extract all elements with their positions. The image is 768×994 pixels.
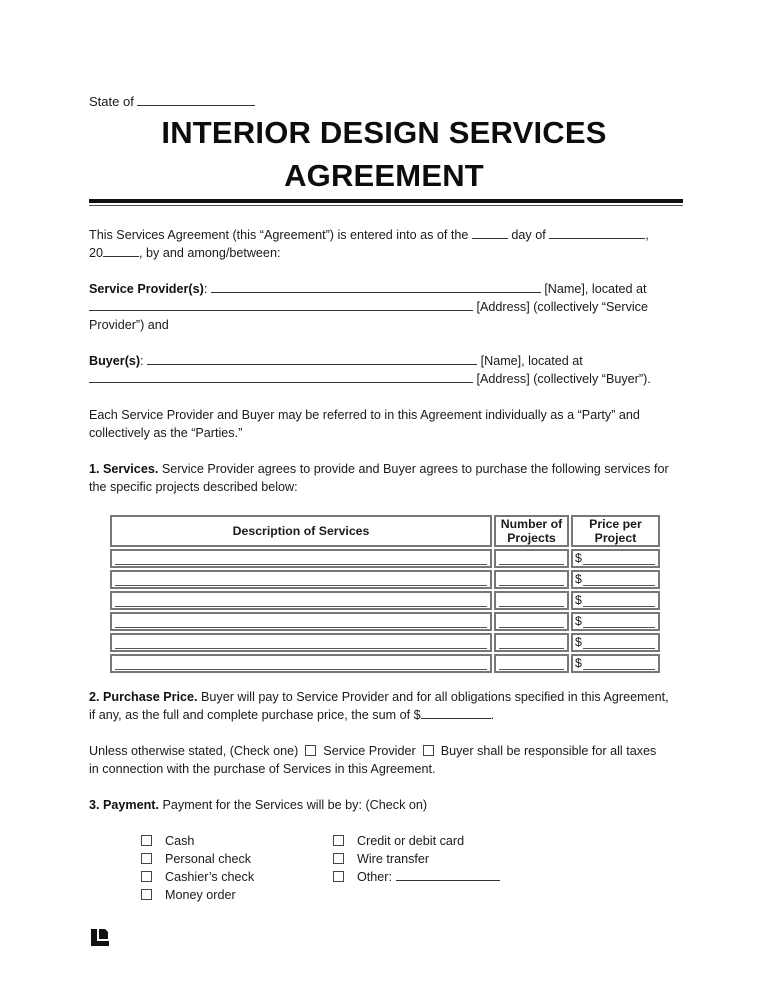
service-provider-name-field[interactable] (211, 291, 541, 293)
checkbox-icon (333, 835, 344, 846)
projects-field[interactable] (494, 654, 569, 673)
service-provider-address-field[interactable] (89, 309, 473, 311)
taxes-service-provider-checkbox[interactable] (305, 745, 316, 756)
section-3-heading: 3. Payment. (89, 798, 159, 812)
price-field[interactable]: $ (571, 633, 660, 652)
description-field[interactable] (110, 612, 492, 631)
buyer-address-field[interactable] (89, 381, 473, 383)
payment-option-money-order[interactable]: Money order (141, 886, 254, 904)
table-row (110, 654, 660, 673)
payment-option-personal-check[interactable]: Personal check (141, 850, 254, 868)
projects-field[interactable] (494, 612, 569, 631)
title-rule-thick (89, 199, 683, 203)
service-provider-label: Service Provider(s) (89, 282, 204, 296)
payment-option-other[interactable]: Other: (333, 868, 500, 886)
checkbox-icon (141, 853, 152, 864)
other-payment-field[interactable] (396, 879, 500, 881)
checkbox-icon (141, 889, 152, 900)
header-price-per-project: Price per Project (571, 515, 660, 547)
table-row (110, 570, 660, 589)
price-field[interactable]: $ (571, 570, 660, 589)
projects-field[interactable] (494, 633, 569, 652)
description-field[interactable] (110, 549, 492, 568)
document-title-line2: AGREEMENT (284, 158, 484, 193)
section-services: 1. Services. Service Provider agrees to provide and Buyer agrees to purchase the following services for the specific projects described below: (89, 462, 669, 494)
services-table (108, 513, 662, 675)
projects-field[interactable] (494, 570, 569, 589)
document-title: INTERIOR DESIGN SERVICES (161, 115, 607, 150)
table-row (110, 549, 660, 568)
payment-options-right (333, 832, 500, 886)
payment-option-credit-card[interactable]: Credit or debit card (333, 832, 500, 850)
month-field[interactable] (549, 237, 645, 239)
parties-paragraph: Each Service Provider and Buyer may be referred to in this Agreement individually as a “Party” and collectively as the “Parties.” (89, 408, 640, 440)
section-2-heading: 2. Purchase Price. (89, 690, 198, 704)
section-1-heading: 1. Services. (89, 462, 159, 476)
year-field[interactable] (103, 255, 139, 257)
payment-option-cashiers-check[interactable]: Cashier’s check (141, 868, 254, 886)
table-header-row (110, 515, 660, 547)
state-field[interactable] (137, 104, 255, 106)
buyer-block: Buyer(s): [Name], located at [Address] (collectively “Buyer”). (89, 354, 651, 386)
purchase-price-field[interactable] (421, 717, 491, 719)
checkbox-icon (333, 853, 344, 864)
description-field[interactable] (110, 591, 492, 610)
payment-options-left (141, 832, 254, 904)
description-field[interactable] (110, 570, 492, 589)
projects-field[interactable] (494, 549, 569, 568)
payment-option-cash[interactable]: Cash (141, 832, 254, 850)
projects-field[interactable] (494, 591, 569, 610)
table-row (110, 591, 660, 610)
section-purchase-price: 2. Purchase Price. Buyer will pay to Service Provider and for all obligations specified in this Agreement, if any, as the full and complete purchase price, the sum of $ . (89, 690, 669, 722)
buyer-name-field[interactable] (147, 363, 477, 365)
buyer-label: Buyer(s) (89, 354, 141, 368)
day-field[interactable] (472, 237, 508, 239)
taxes-buyer-checkbox[interactable] (423, 745, 434, 756)
description-field[interactable] (110, 654, 492, 673)
section-payment: 3. Payment. Payment for the Services will be by: (Check on) (89, 798, 428, 812)
taxes-paragraph: Unless otherwise stated, (Check one) Service Provider Buyer shall be responsible for all taxes in connection with the purchase of Services in this Agreement. (89, 744, 657, 776)
payment-option-wire-transfer[interactable]: Wire transfer (333, 850, 500, 868)
table-row (110, 612, 660, 631)
price-field[interactable]: $ (571, 654, 660, 673)
price-field[interactable]: $ (571, 591, 660, 610)
state-of-line: State of (89, 94, 255, 109)
description-field[interactable] (110, 633, 492, 652)
legal-templates-logo-icon (91, 929, 109, 946)
intro-paragraph: This Services Agreement (this “Agreement”) is entered into as of the day of , 20 , by and among/between: (89, 228, 649, 260)
checkbox-icon (141, 835, 152, 846)
price-field[interactable]: $ (571, 612, 660, 631)
checkbox-icon (141, 871, 152, 882)
header-number-of-projects: Number of Projects (494, 515, 569, 547)
price-field[interactable]: $ (571, 549, 660, 568)
title-rule-thin (89, 205, 683, 206)
service-provider-block: Service Provider(s): [Name], located at [Address] (collectively “Service Provider”) and (89, 282, 648, 332)
checkbox-icon (333, 871, 344, 882)
table-row (110, 633, 660, 652)
header-description: Description of Services (110, 515, 492, 547)
